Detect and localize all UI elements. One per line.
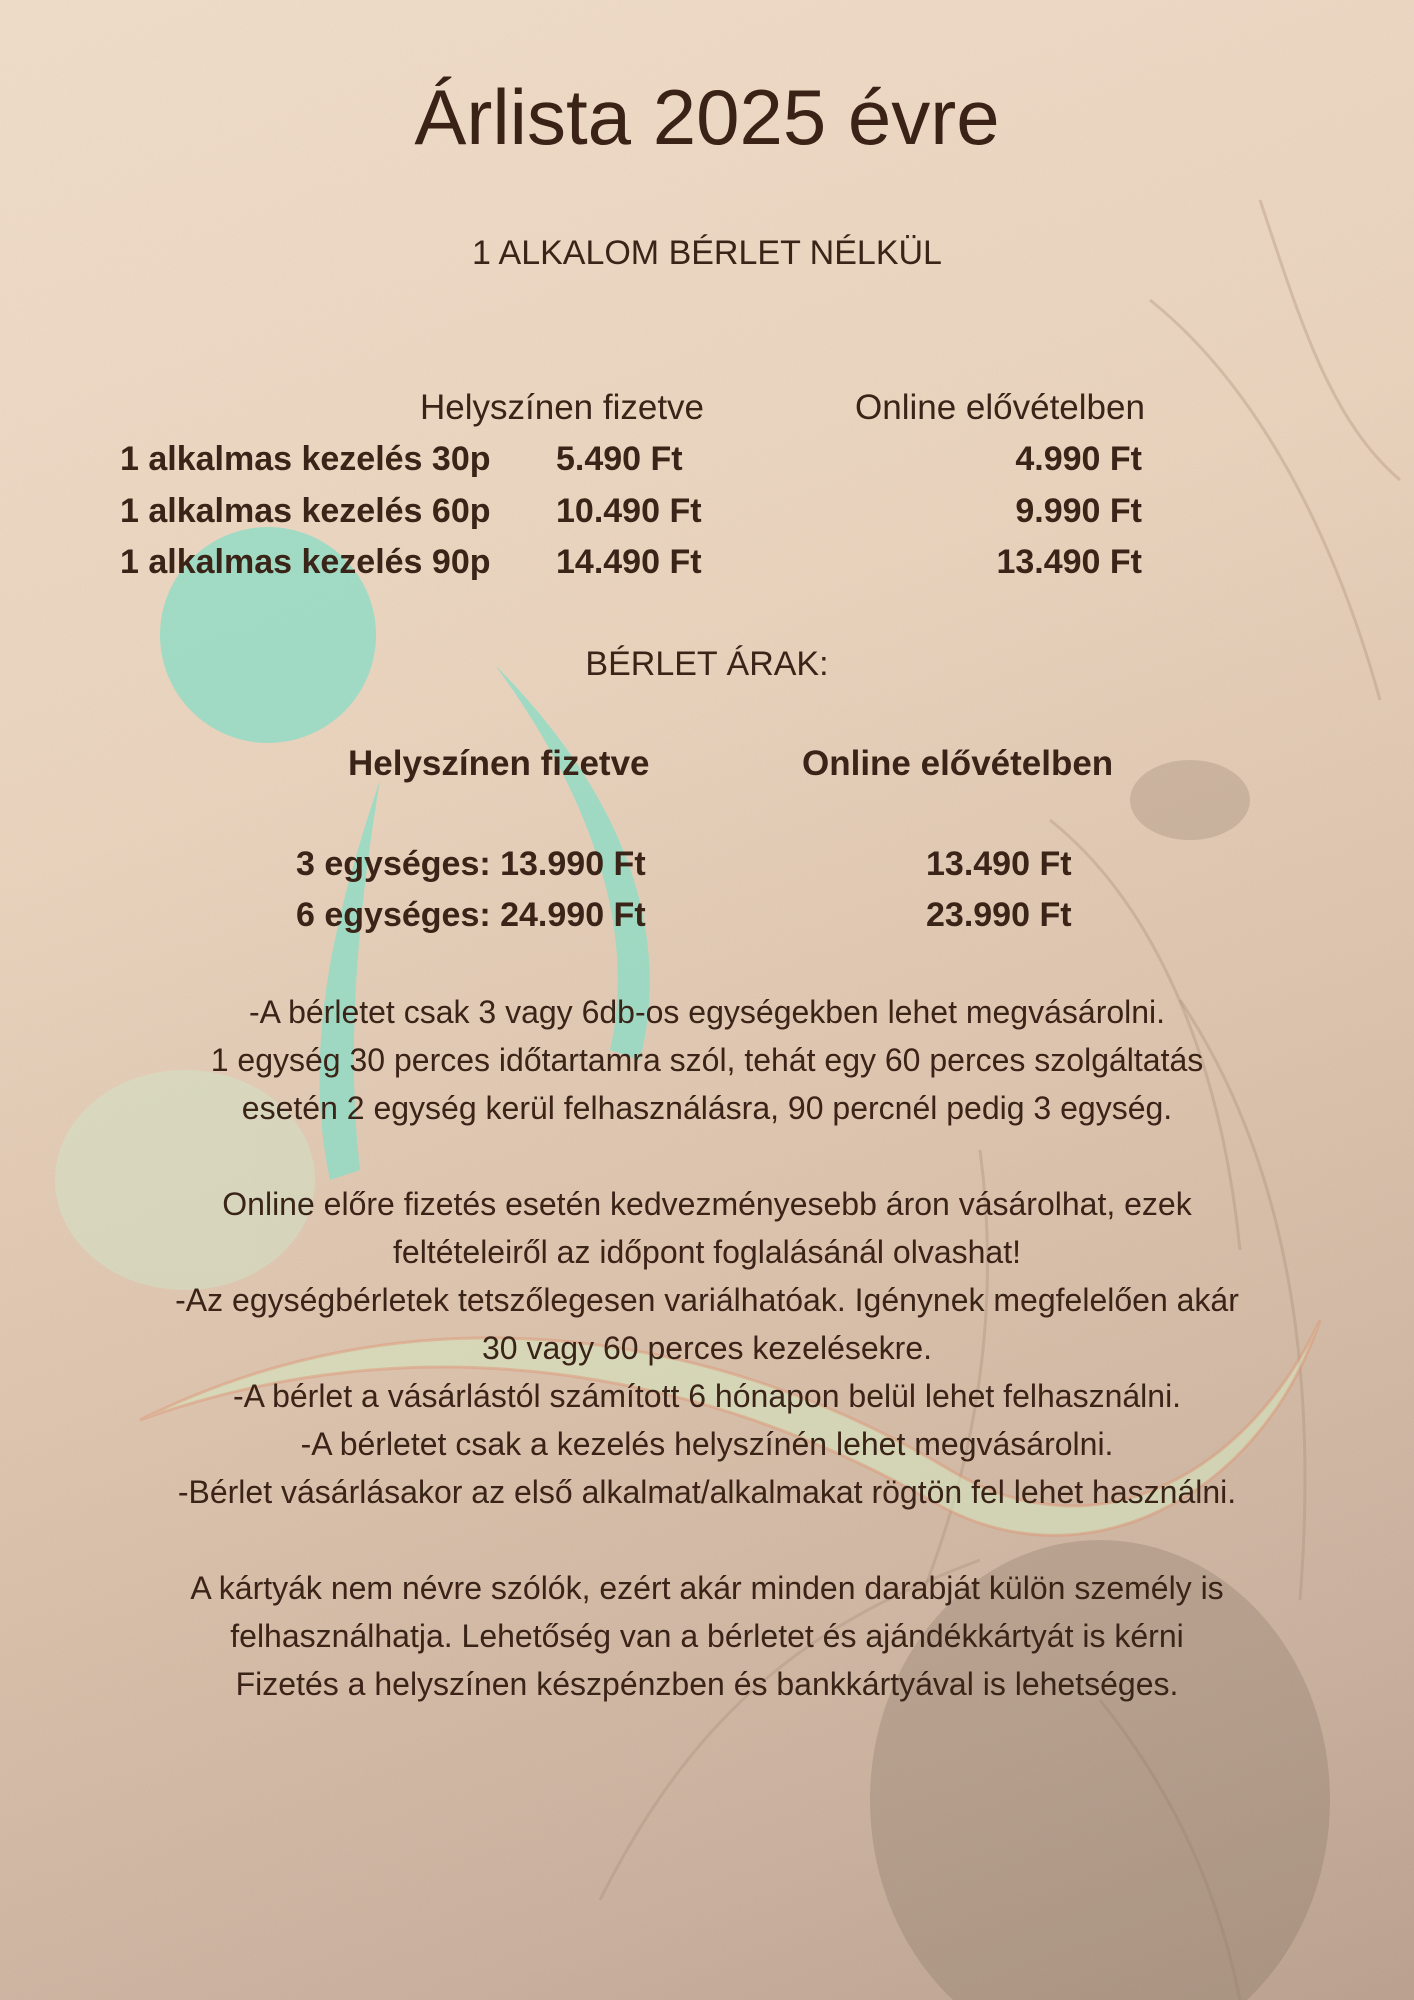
pass-online-price: 23.990 Ft — [926, 896, 1072, 934]
table-row-label: 1 alkalmas kezelés 30p — [120, 440, 491, 478]
terms-text — [100, 988, 1314, 1708]
pass-onsite-price: 3 egységes: 13.990 Ft — [296, 845, 646, 883]
note-line: Fizetés a helyszínen készpénzben és bankkártyával is lehetséges. — [235, 1666, 1179, 1702]
table-row-label: 1 alkalmas kezelés 90p — [120, 543, 491, 581]
single-session-heading: 1 ALKALOM BÉRLET NÉLKÜL — [472, 234, 942, 272]
single-col-online: Online elővételben — [855, 388, 1145, 427]
note-line: -A bérlet a vásárlástól számított 6 hónapon belül lehet felhasználni. — [232, 1378, 1182, 1414]
page-title: Árlista 2025 évre — [414, 73, 1000, 161]
pass-col-onsite: Helyszínen fizetve — [348, 744, 650, 783]
online-price: 13.490 Ft — [996, 543, 1142, 581]
single-col-onsite: Helyszínen fizetve — [420, 388, 705, 427]
table-row-label: 1 alkalmas kezelés 60p — [120, 492, 491, 530]
note-line: Online előre fizetés esetén kedvezményesebb áron vásárolhat, ezek — [222, 1186, 1192, 1222]
note-line: feltételeiről az időpont foglalásánál olvashat! — [393, 1234, 1021, 1270]
online-price: 9.990 Ft — [1015, 492, 1142, 530]
pass-prices-heading: BÉRLET ÁRAK: — [585, 645, 829, 683]
pass-col-online: Online elővételben — [802, 744, 1114, 783]
pass-onsite-price: 6 egységes: 24.990 Ft — [296, 896, 646, 934]
note-line: 30 vagy 60 perces kezelésekre. — [481, 1330, 933, 1366]
onsite-price: 14.490 Ft — [556, 543, 702, 581]
onsite-price: 10.490 Ft — [556, 492, 702, 530]
note-line: -Az egységbérletek tetszőlegesen variálhatóak. Igénynek megfelelően akár — [175, 1282, 1239, 1318]
online-price: 4.990 Ft — [1015, 440, 1142, 478]
note-line: esetén 2 egység kerül felhasználásra, 90 percnél pedig 3 egység. — [241, 1090, 1173, 1126]
onsite-price: 5.490 Ft — [556, 440, 683, 478]
note-line: 1 egység 30 perces időtartamra szól, tehát egy 60 perces szolgáltatás — [210, 1042, 1204, 1078]
pass-online-price: 13.490 Ft — [926, 845, 1072, 883]
note-line: A kártyák nem névre szólók, ezért akár minden darabját külön személy is — [190, 1570, 1224, 1606]
note-line: felhasználhatja. Lehetőség van a bérletet és ajándékkártyát is kérni — [230, 1618, 1184, 1654]
note-line: -Bérlet vásárlásakor az első alkalmat/alkalmakat rögtön fel lehet használni. — [177, 1474, 1237, 1510]
note-line: -A bérletet csak a kezelés helyszínén lehet megvásárolni. — [300, 1426, 1114, 1462]
note-line: -A bérletet csak 3 vagy 6db-os egységekben lehet megvásárolni. — [248, 994, 1166, 1030]
